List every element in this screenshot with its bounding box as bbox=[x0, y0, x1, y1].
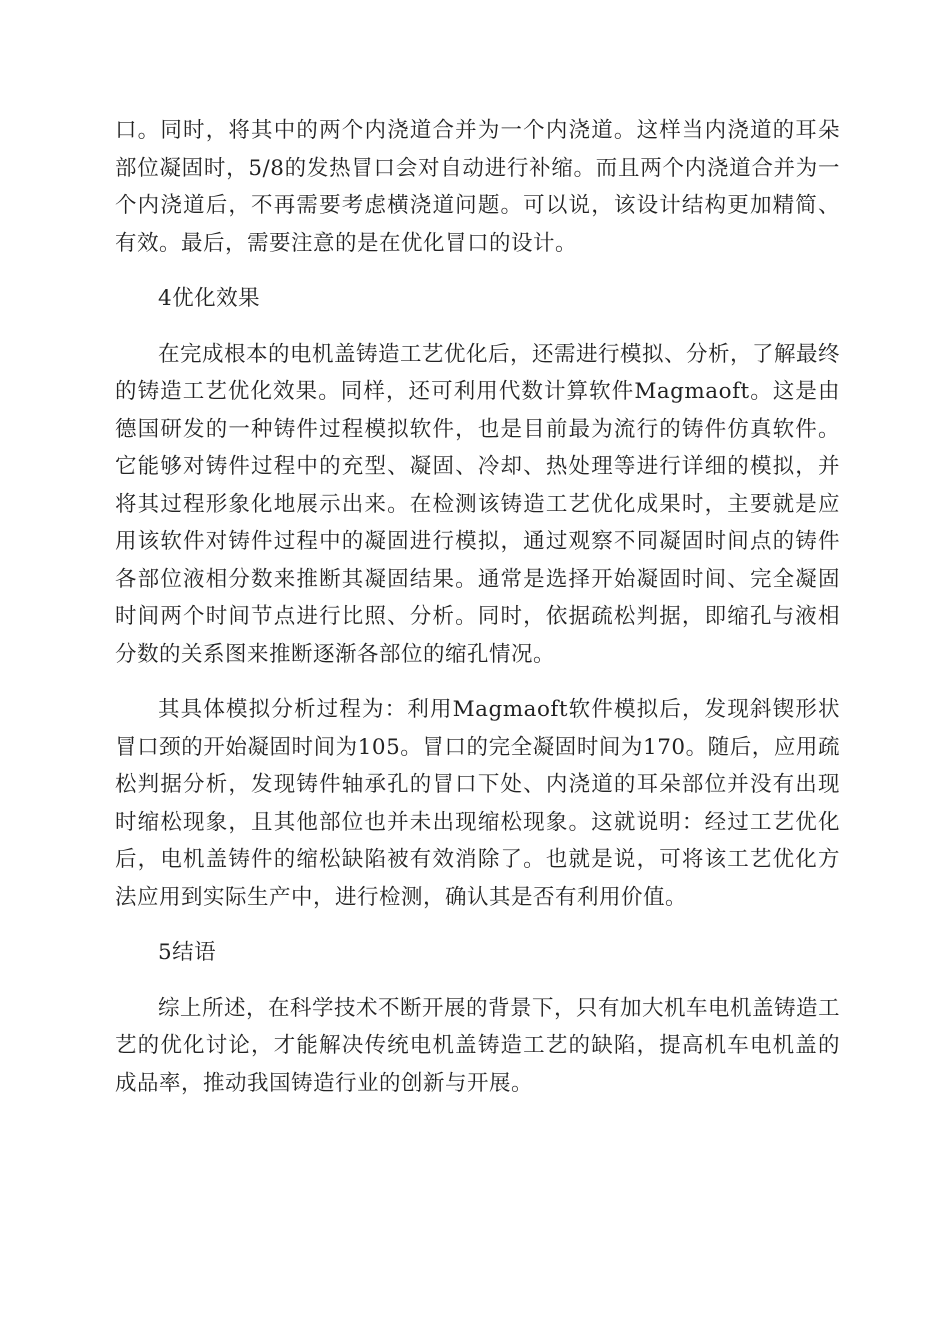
section-heading-5: 5结语 bbox=[158, 940, 217, 965]
body-paragraph-optimization-effect: 在完成根本的电机盖铸造工艺优化后，还需进行模拟、分析，了解最终的铸造工艺优化效果。同样，还可利用代数计算软件Magmaoft。这是由德国研发的一种铸件过程模拟软件，也是目前最为流行的铸件仿真软件。它能够对铸件过程中的充型、凝固、冷却、热处理等进行详细的模拟，并将其过程形象化地展示出来。在检测该铸造工艺优化成果时，主要就是应用该软件对铸件过程中的凝固进行模拟，通过观察不同凝固时间点的铸件各部位液相分数来推断其凝固结果。通常是选择开始凝固时间、完全凝固时间两个时间节点进行比照、分析。同时，依据疏松判据，即缩孔与液相分数的关系图来推断逐渐各部位的缩孔情况。 bbox=[115, 341, 841, 667]
body-paragraph-simulation-process: 其具体模拟分析过程为：利用Magmaoft软件模拟后，发现斜锲形状冒口颈的开始凝固时间为105。冒口的完全凝固时间为170。随后，应用疏松判据分析，发现铸件轴承孔的冒口下处、内浇道的耳朵部位并没有出现时缩松现象，且其他部位也并未出现缩松现象。这就说明：经过工艺优化后，电机盖铸件的缩松缺陷被有效消除了。也就是说，可将该工艺优化方法应用到实际生产中，进行检测，确认其是否有利用价值。 bbox=[115, 697, 840, 910]
body-paragraph-continued: 口。同时，将其中的两个内浇道合并为一个内浇道。这样当内浇道的耳朵部位凝固时，5/8的发热冒口会对自动进行补缩。而且两个内浇道合并为一个内浇道后，不再需要考虑横浇道问题。可以说，该设计结构更加精简、有效。最后，需要注意的是在优化冒口的设计。 bbox=[115, 118, 840, 256]
section-heading-4: 4优化效果 bbox=[158, 286, 261, 311]
document-page bbox=[115, 112, 840, 1120]
body-paragraph-conclusion: 综上所述，在科学技术不断开展的背景下，只有加大机车电机盖铸造工艺的优化讨论，才能解决传统电机盖铸造工艺的缺陷，提高机车电机盖的成品率，推动我国铸造行业的创新与开展。 bbox=[115, 995, 841, 1096]
